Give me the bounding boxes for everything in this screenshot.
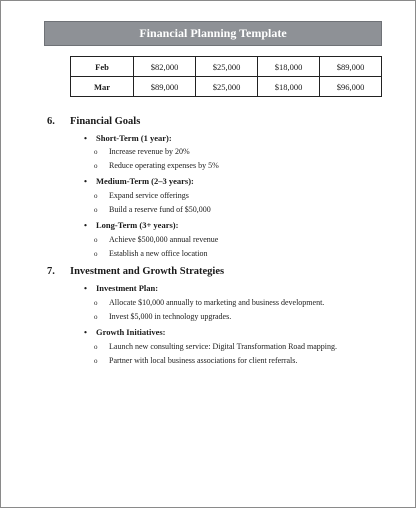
list-item-text: Launch new consulting service: Digital Transformation Road mapping. bbox=[109, 342, 337, 351]
sub-bullet-icon: o bbox=[94, 162, 98, 170]
sub-bullet-icon: o bbox=[94, 192, 98, 200]
value-cell: $89,000 bbox=[320, 57, 382, 77]
list-item bbox=[94, 342, 337, 351]
bullet-icon: • bbox=[84, 133, 87, 143]
list-item bbox=[94, 312, 231, 321]
bullet-icon: • bbox=[84, 220, 87, 230]
value-cell: $96,000 bbox=[320, 77, 382, 97]
financial-table bbox=[70, 56, 382, 97]
list-item bbox=[94, 191, 189, 200]
section-number: 6. bbox=[47, 116, 55, 127]
bullet-label: Short-Term (1 year): bbox=[96, 133, 172, 143]
bullet-icon: • bbox=[84, 176, 87, 186]
list-item bbox=[94, 356, 297, 365]
list-item-text: Increase revenue by 20% bbox=[109, 147, 190, 156]
list-item-text: Invest $5,000 in technology upgrades. bbox=[109, 312, 232, 321]
sub-bullet-icon: o bbox=[94, 236, 98, 244]
list-item bbox=[94, 161, 219, 170]
section-heading-financial-goals bbox=[47, 116, 140, 127]
list-item-text: Allocate $10,000 annually to marketing and business development. bbox=[109, 298, 325, 307]
growth-initiatives bbox=[84, 327, 166, 337]
list-item-text: Achieve $500,000 annual revenue bbox=[109, 235, 219, 244]
sub-bullet-icon: o bbox=[94, 206, 98, 214]
list-item bbox=[94, 205, 211, 214]
bullet-icon: • bbox=[84, 327, 87, 337]
table-row bbox=[71, 57, 382, 77]
bullet-icon: • bbox=[84, 283, 87, 293]
value-cell: $89,000 bbox=[134, 77, 196, 97]
value-cell: $25,000 bbox=[196, 77, 258, 97]
list-item bbox=[94, 249, 208, 258]
sub-bullet-icon: o bbox=[94, 313, 98, 321]
bullet-label: Long-Term (3+ years): bbox=[96, 220, 179, 230]
sub-bullet-icon: o bbox=[94, 343, 98, 351]
value-cell: $82,000 bbox=[134, 57, 196, 77]
bullet-label: Investment Plan: bbox=[96, 283, 159, 293]
list-item-text: Expand service offerings bbox=[109, 191, 189, 200]
goal-long-term bbox=[84, 220, 178, 230]
section-number: 7. bbox=[47, 266, 55, 277]
list-item bbox=[94, 298, 324, 307]
value-cell: $25,000 bbox=[196, 57, 258, 77]
section-title: Financial Goals bbox=[70, 116, 141, 127]
value-cell: $18,000 bbox=[258, 57, 320, 77]
list-item bbox=[94, 147, 190, 156]
bullet-label: Medium-Term (2–3 years): bbox=[96, 176, 194, 186]
month-cell: Mar bbox=[71, 77, 134, 97]
sub-bullet-icon: o bbox=[94, 148, 98, 156]
section-title: Investment and Growth Strategies bbox=[70, 266, 225, 277]
bullet-label: Growth Initiatives: bbox=[96, 327, 166, 337]
sub-bullet-icon: o bbox=[94, 357, 98, 365]
list-item-text: Establish a new office location bbox=[109, 249, 208, 258]
sub-bullet-icon: o bbox=[94, 299, 98, 307]
section-heading-investment bbox=[47, 266, 224, 277]
list-item-text: Partner with local business associations for client referrals. bbox=[109, 356, 298, 365]
table-row bbox=[71, 77, 382, 97]
month-cell: Feb bbox=[71, 57, 134, 77]
list-item-text: Build a reserve fund of $50,000 bbox=[109, 205, 211, 214]
investment-plan bbox=[84, 283, 158, 293]
sub-bullet-icon: o bbox=[94, 250, 98, 258]
document-title: Financial Planning Template bbox=[44, 21, 382, 46]
list-item-text: Reduce operating expenses by 5% bbox=[109, 161, 219, 170]
value-cell: $18,000 bbox=[258, 77, 320, 97]
goal-short-term bbox=[84, 133, 172, 143]
goal-medium-term bbox=[84, 176, 194, 186]
list-item bbox=[94, 235, 218, 244]
